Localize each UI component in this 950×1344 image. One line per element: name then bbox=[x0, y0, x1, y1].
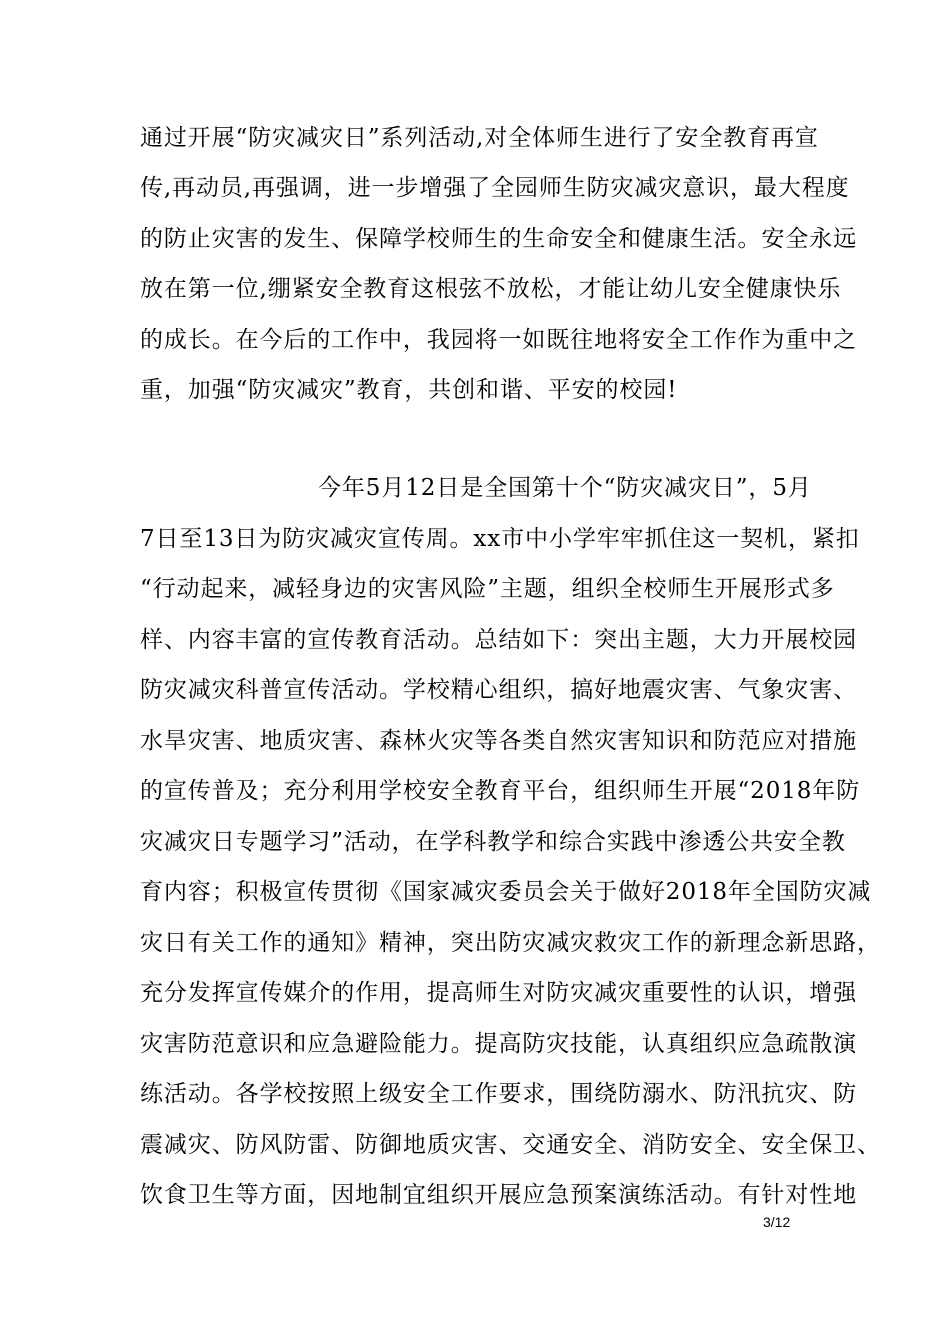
text-line: 灾减灾日专题学习”活动，在学科教学和综合实践中渗透公共安全教 bbox=[140, 829, 846, 855]
text-line: 育内容；积极宣传贯彻《国家减灾委员会关于做好2018年全国防灾减 bbox=[140, 879, 872, 905]
text-line: 水旱灾害、地质灾害、森林火灾等各类自然灾害知识和防范应对措施 bbox=[140, 728, 857, 754]
text-line: 传,再动员,再强调，进一步增强了全园师生防灾减灾意识，最大程度 bbox=[140, 175, 850, 201]
text-line: 的宣传普及；充分利用学校安全教育平台，组织师生开展“2018年防 bbox=[140, 778, 861, 804]
page-number: 3/12 bbox=[763, 1214, 791, 1230]
text-line: 灾日有关工作的通知》精神，突出防灾减灾救灾工作的新理念新思路， bbox=[140, 930, 881, 956]
text-line: 的成长。在今后的工作中，我园将一如既往地将安全工作作为重中之 bbox=[140, 327, 857, 353]
text-line: 重，加强“防灾减灾”教育，共创和谐、平安的校园! bbox=[140, 377, 678, 403]
text-line: 饮食卫生等方面，因地制宜组织开展应急预案演练活动。有针对性地 bbox=[140, 1182, 857, 1208]
text-line: 灾害防范意识和应急避险能力。提高防灾技能，认真组织应急疏散演 bbox=[140, 1031, 857, 1057]
text-line: 7日至13日为防灾减灾宣传周。xx市中小学牢牢抓住这一契机，紧扣 bbox=[140, 526, 860, 552]
text-line: 放在第一位,绷紧安全教育这根弦不放松，才能让幼儿安全健康快乐 bbox=[140, 276, 842, 302]
text-line: “行动起来，减轻身边的灾害风险”主题，组织全校师生开展形式多 bbox=[140, 576, 835, 602]
text-line: 样、内容丰富的宣传教育活动。总结如下：突出主题，大力开展校园 bbox=[140, 627, 857, 653]
text-line: 的防止灾害的发生、保障学校师生的生命安全和健康生活。安全永远 bbox=[140, 226, 857, 252]
text-line: 充分发挥宣传媒介的作用，提高师生对防灾减灾重要性的认识，增强 bbox=[140, 980, 857, 1006]
text-line: 练活动。各学校按照上级安全工作要求，围绕防溺水、防汛抗灾、防 bbox=[140, 1081, 857, 1107]
text-line: 通过开展“防灾减灾日”系列活动,对全体师生进行了安全教育再宣 bbox=[140, 125, 819, 151]
text-line: 今年5月12日是全国第十个“防灾减灾日”，5月 bbox=[318, 475, 812, 501]
text-line: 防灾减灾科普宣传活动。学校精心组织，搞好地震灾害、气象灾害、 bbox=[140, 677, 857, 703]
text-line: 震减灾、防风防雷、防御地质灾害、交通安全、消防安全、安全保卫、 bbox=[140, 1132, 881, 1158]
